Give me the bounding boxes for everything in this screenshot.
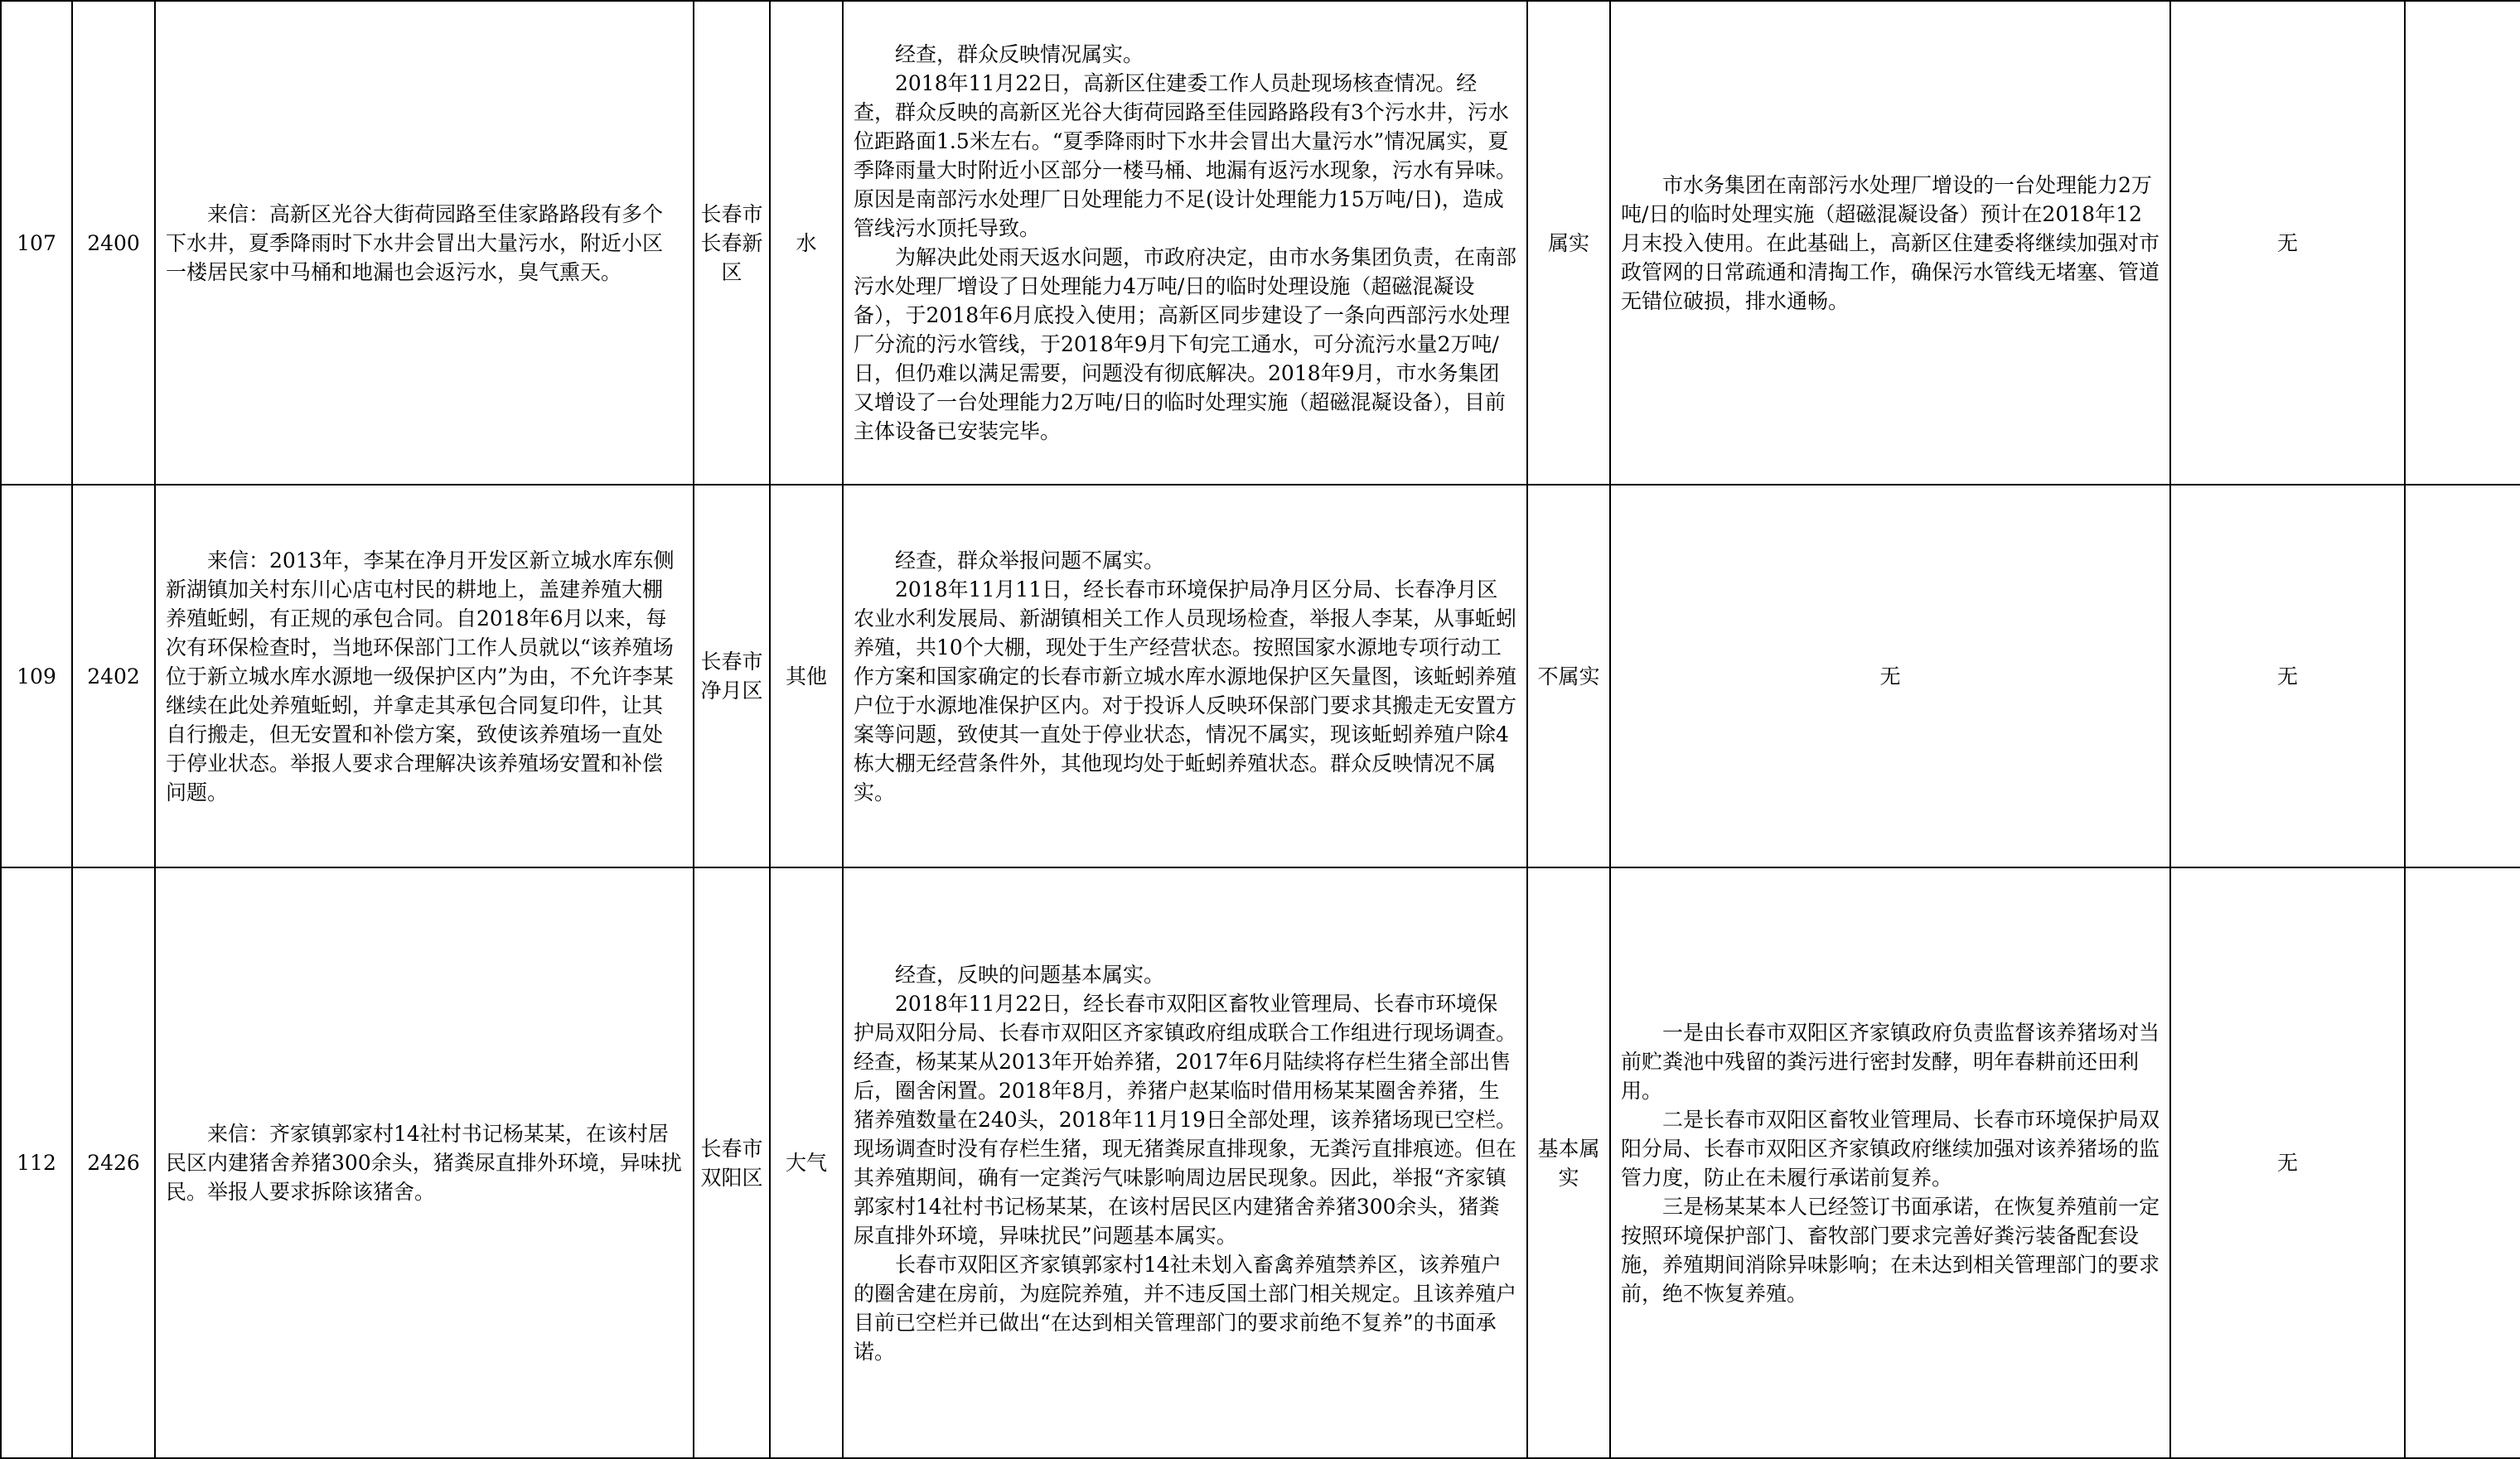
case-code: 2400: [72, 1, 155, 485]
pollution-category: 水: [770, 1, 843, 485]
complaint-text: 来信：2013年，李某在净月开发区新立城水库东侧新湖镇加关村东川心店屯村民的耕地上，盖建养殖大棚养殖蚯蚓，有正规的承包合同。自2018年6月以来，每次有环保检查时，当地环保部门工作人员就以“该养殖场位于新立城水库水源地一级保护区内”为由，不允许李某继续在此处养殖蚯蚓，并拿走其承包合同复印件，让其自行搬走，但无安置和补偿方案，致使该养殖场一直处于停业状态。举报人要求合理解决该养殖场安置和补偿问题。: [166, 548, 675, 804]
complaint-content: [155, 867, 694, 1458]
investigation-paragraph: 2018年11月22日，经长春市双阳区畜牧业管理局、长春市环境保护局双阳分局、长春市双阳区齐家镇政府组成联合工作组进行现场调查。经查，杨某某从2013年开始养猪，2017年6月陆续将存栏生猪全部出售后，圈舍闲置。2018年8月，养猪户赵某临时借用杨某某圈舍养猪，生猪养殖数量在240头，2018年11月19日全部处理，该养猪场现已空栏。现场调查时没有存栏生猪，现无猪粪尿直排现象，无粪污直排痕迹。但在其养殖期间，确有一定粪污气味影响周边居民现象。因此，举报“齐家镇郭家村14社村书记杨某某，在该村居民区内建猪舍养猪300余头，猪粪尿直排外环境，异味扰民”问题基本属实。: [854, 991, 1517, 1248]
investigation-paragraph: 经查，群众举报问题不属实。: [895, 548, 1165, 572]
investigation-paragraph: 为解决此处雨天返水问题，市政府决定，由市水务集团负责，在南部污水处理厂增设了日处理能力4万吨/日的临时处理设施（超磁混凝设备），于2018年6月底投入使用；高新区同步建设了一条向西部污水处理厂分流的污水管线，于2018年9月下旬完工通水，可分流污水量2万吨/日，但仍难以满足需要，问题没有彻底解决。2018年9月，市水务集团又增设了一台处理能力2万吨/日的临时处理实施（超磁混凝设备），目前主体设备已安装完毕。: [854, 245, 1517, 443]
admin-area: 长春市双阳区: [694, 867, 770, 1458]
case-code: 2402: [72, 485, 155, 867]
complaint-text: 来信：齐家镇郭家村14社村书记杨某某，在该村居民区内建猪舍养猪300余头，猪粪尿直排外环境，异味扰民。举报人要求拆除该猪舍。: [166, 1122, 682, 1204]
accountability: 无: [2170, 1, 2405, 485]
complaint-text: 来信：高新区光谷大街荷园路至佳家路路段有多个下水井，夏季降雨时下水井会冒出大量污水，附近小区一楼居民家中马桶和地漏也会返污水，臭气熏天。: [166, 201, 664, 284]
pollution-category: 大气: [770, 867, 843, 1458]
investigation-paragraph: 经查，群众反映情况属实。: [895, 42, 1144, 66]
investigation-paragraph: 经查，反映的问题基本属实。: [895, 962, 1165, 987]
remark: [2405, 1, 2520, 485]
case-code: 2426: [72, 867, 155, 1458]
remark: [2405, 485, 2520, 867]
investigation-result: [843, 485, 1527, 867]
row-index: 107: [1, 1, 72, 485]
investigation-paragraph: 长春市双阳区齐家镇郭家村14社未划入畜禽养殖禁养区，该养殖户的圈舍建在房前，为庭院养殖，并不违反国土部门相关规定。且该养殖户目前已空栏并已做出“在达到相关管理部门的要求前绝不复养”的书面承诺。: [854, 1252, 1517, 1364]
row-index: 109: [1, 485, 72, 867]
verification-status: 不属实: [1527, 485, 1610, 867]
admin-area: 长春市净月区: [694, 485, 770, 867]
pollution-category: 其他: [770, 485, 843, 867]
handling-measures: [1610, 1, 2170, 485]
verification-status: 属实: [1527, 1, 1610, 485]
investigation-paragraph: 2018年11月11日，经长春市环境保护局净月区分局、长春净月区农业水利发展局、新湖镇相关工作人员现场检查，举报人李某，从事蚯蚓养殖，共10个大棚，现处于生产经营状态。按照国家水源地专项行动工作方案和国家确定的长春市新立城水库水源地保护区矢量图，该蚯蚓养殖户位于水源地准保护区内。对于投诉人反映环保部门要求其搬走无安置方案等问题，致使其一直处于停业状态，情况不属实，现该蚯蚓养殖户除4栋大棚无经营条件外，其他现均处于蚯蚓养殖状态。群众反映情况不属实。: [854, 577, 1517, 804]
accountability: 无: [2170, 485, 2405, 867]
investigation-paragraph: 2018年11月22日，高新区住建委工作人员赴现场核查情况。经查，群众反映的高新区光谷大街荷园路至佳园路路段有3个污水井，污水位距路面1.5米左右。“夏季降雨时下水井会冒出大量污水”情况属实，夏季降雨量大时附近小区部分一楼马桶、地漏有返污水现象，污水有异味。原因是南部污水处理厂日处理能力不足(设计处理能力15万吨/日)，造成管线污水顶托导致。: [854, 71, 1517, 240]
table-row: [1, 485, 2520, 867]
handling-measures: 无: [1610, 485, 2170, 867]
measure-paragraph: 二是长春市双阳区畜牧业管理局、长春市环境保护局双阳分局、长春市双阳区齐家镇政府继续加强对该养猪场的监管力度，防止在未履行承诺前复养。: [1621, 1107, 2160, 1190]
measure-paragraph: 三是杨某某本人已经签订书面承诺，在恢复养殖前一定按照环境保护部门、畜牧部门要求完善好粪污装备配套设施，养殖期间消除异味影响；在未达到相关管理部门的要求前，绝不恢复养殖。: [1621, 1194, 2160, 1306]
investigation-result: [843, 1, 1527, 485]
remark: [2405, 867, 2520, 1458]
complaint-content: [155, 485, 694, 867]
handling-measures: [1610, 867, 2170, 1458]
investigation-result: [843, 867, 1527, 1458]
row-index: 112: [1, 867, 72, 1458]
complaint-content: [155, 1, 694, 485]
accountability: 无: [2170, 867, 2405, 1458]
verification-status: 基本属实: [1527, 867, 1610, 1458]
admin-area: 长春市长春新区: [694, 1, 770, 485]
measure-paragraph: 一是由长春市双阳区齐家镇政府负责监督该养猪场对当前贮粪池中残留的粪污进行密封发酵，明年春耕前还田利用。: [1621, 1020, 2160, 1103]
measure-paragraph: 市水务集团在南部污水处理厂增设的一台处理能力2万吨/日的临时处理实施（超磁混凝设备）预计在2018年12月末投入使用。在此基础上，高新区住建委将继续加强对市政管网的日常疏通和清掏工作，确保污水管线无堵塞、管道无错位破损，排水通畅。: [1621, 172, 2160, 313]
table-row: [1, 1, 2520, 485]
table-row: [1, 867, 2520, 1458]
